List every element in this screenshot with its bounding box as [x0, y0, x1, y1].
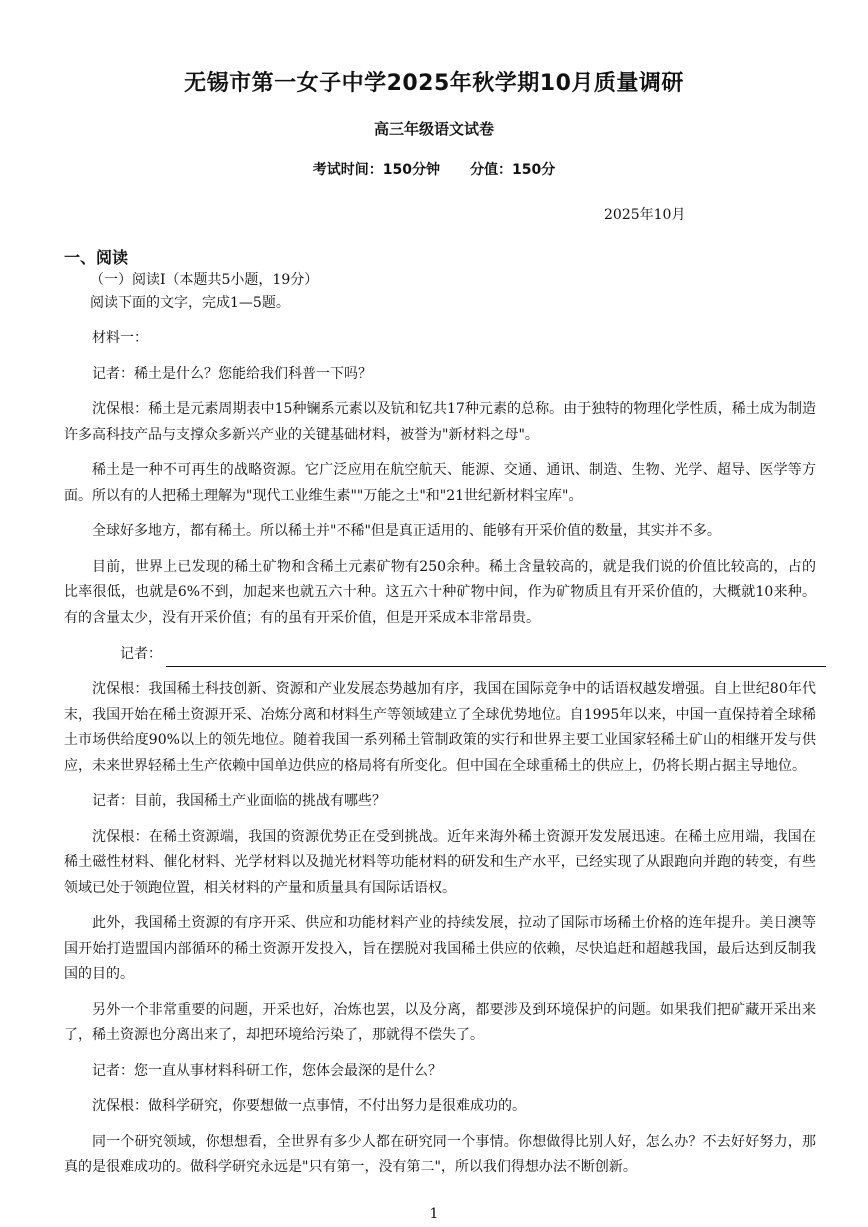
- exam-info: [0, 159, 868, 179]
- section-heading: 一、阅读: [64, 248, 129, 267]
- reporter-label: 记者：: [120, 645, 162, 662]
- paragraph: 沈保根：我国稀土科技创新、资源和产业发展态势越加有序，我国在国际竞争中的话语权越发增强。自上世纪80年代末，我国开始在稀土资源开采、冶炼分离和材料生产等领域建立了全球优势地位。自1995年以来，中国一直保持着全球稀土市场供给度90%以上的领先地位。随着我国一系列稀土管制政策的实行和世界主要工业国家轻稀土矿山的相继开发与供应，未来世界轻稀土生产依赖中国单边供应的格局将有所变化。但中国在全球重稀土的供应上，仍将长期占据主导地位。: [64, 681, 816, 774]
- paragraph: 目前，世界上已发现的稀土矿物和含稀土元素矿物有250余种。稀土含量较高的，就是我们说的价值比较高的，占的比率很低，也就是6%不到，加起来也就五六十种。这五六十种矿物中间，作为矿物质且有开采价值的，大概就10来种。有的含量太少，没有开采价值；有的虽有开采价值，但是开采成本非常昂贵。: [64, 558, 816, 626]
- exam-title: 无锡市第一女子中学2025年秋学期10月质量调研: [184, 71, 684, 96]
- page-number: 1: [429, 1206, 439, 1222]
- paragraph: 沈保根：稀土是元素周期表中15种镧系元素以及钪和钇共17种元素的总称。由于独特的物理化学性质，稀土成为制造许多高科技产品与支撑众多新兴产业的关键基础材料，被誉为"新材料之母"。: [64, 401, 816, 443]
- paragraph: 记者：稀土是什么？您能给我们科普一下吗？: [92, 365, 372, 382]
- paragraph: 全球好多地方，都有稀土。所以稀土并"不稀"但是真正适用的、能够有开采价值的数量，其实并不多。: [92, 523, 721, 539]
- paragraph: 沈保根：在稀土资源端，我国的资源优势正在受到挑战。近年来海外稀土资源开发发展迅速。在稀土应用端，我国在稀土磁性材料、催化材料、光学材料以及抛光材料等功能材料的研发和生产水平，已经实现了从跟跑向并跑的转变，有些领域已处于领跑位置，相关材料的产量和质量具有国际话语权。: [64, 828, 816, 896]
- exam-score: 分值：150分: [470, 162, 556, 178]
- exam-time: 考试时间：150分钟: [312, 162, 440, 178]
- paragraph: 记者：您一直从事材料科研工作，您体会最深的是什么？: [92, 1062, 442, 1079]
- answer-blank-line[interactable]: [166, 648, 826, 667]
- sub-heading: （一）阅读Ⅰ（本题共5小题，19分）: [90, 272, 319, 288]
- paragraph: 同一个研究领域，你想想看，全世界有多少人都在研究同一个事情。你想做得比别人好，怎么办？不去好好努力，那真的是很难成功的。做科学研究永远是"只有第一，没有第二"，所以我们得想办法不断创新。: [64, 1133, 816, 1175]
- exam-subtitle: 高三年级语文试卷: [373, 120, 494, 138]
- paragraph: 记者：目前，我国稀土产业面临的挑战有哪些？: [92, 793, 386, 809]
- paragraph: 稀土是一种不可再生的战略资源。它广泛应用在航空航天、能源、交通、通讯、制造、生物、光学、超导、医学等方面。所以有的人把稀土理解为"现代工业维生素""万能之土"和"21世纪新材料宝库"。: [64, 462, 816, 504]
- reading-material: [64, 326, 816, 1191]
- paragraph: 此外，我国稀土资源的有序开采、供应和功能材料产业的持续发展，拉动了国际市场稀土价格的连年提升。美日澳等国开始打造盟国内部循环的稀土资源开发投入，旨在摆脱对我国稀土供应的依赖，尽快追赶和超越我国，最后达到反制我国的目的。: [64, 915, 816, 982]
- paragraph: 另外一个非常重要的问题，开采也好，冶炼也罢，以及分离，都要涉及到环境保护的问题。如果我们把矿藏开采出来了，稀土资源也分离出来了，却把环境给污染了，那就得不偿失了。: [64, 1001, 816, 1043]
- material-label: 材料一：: [92, 330, 148, 346]
- exam-date: 2025年10月: [604, 207, 686, 223]
- section-intro: 阅读下面的文字，完成1—5题。: [90, 295, 290, 311]
- paragraph: 沈保根：做科学研究，你要想做一点事情，不付出努力是很难成功的。: [92, 1098, 526, 1114]
- reporter-blank-question: [64, 641, 816, 667]
